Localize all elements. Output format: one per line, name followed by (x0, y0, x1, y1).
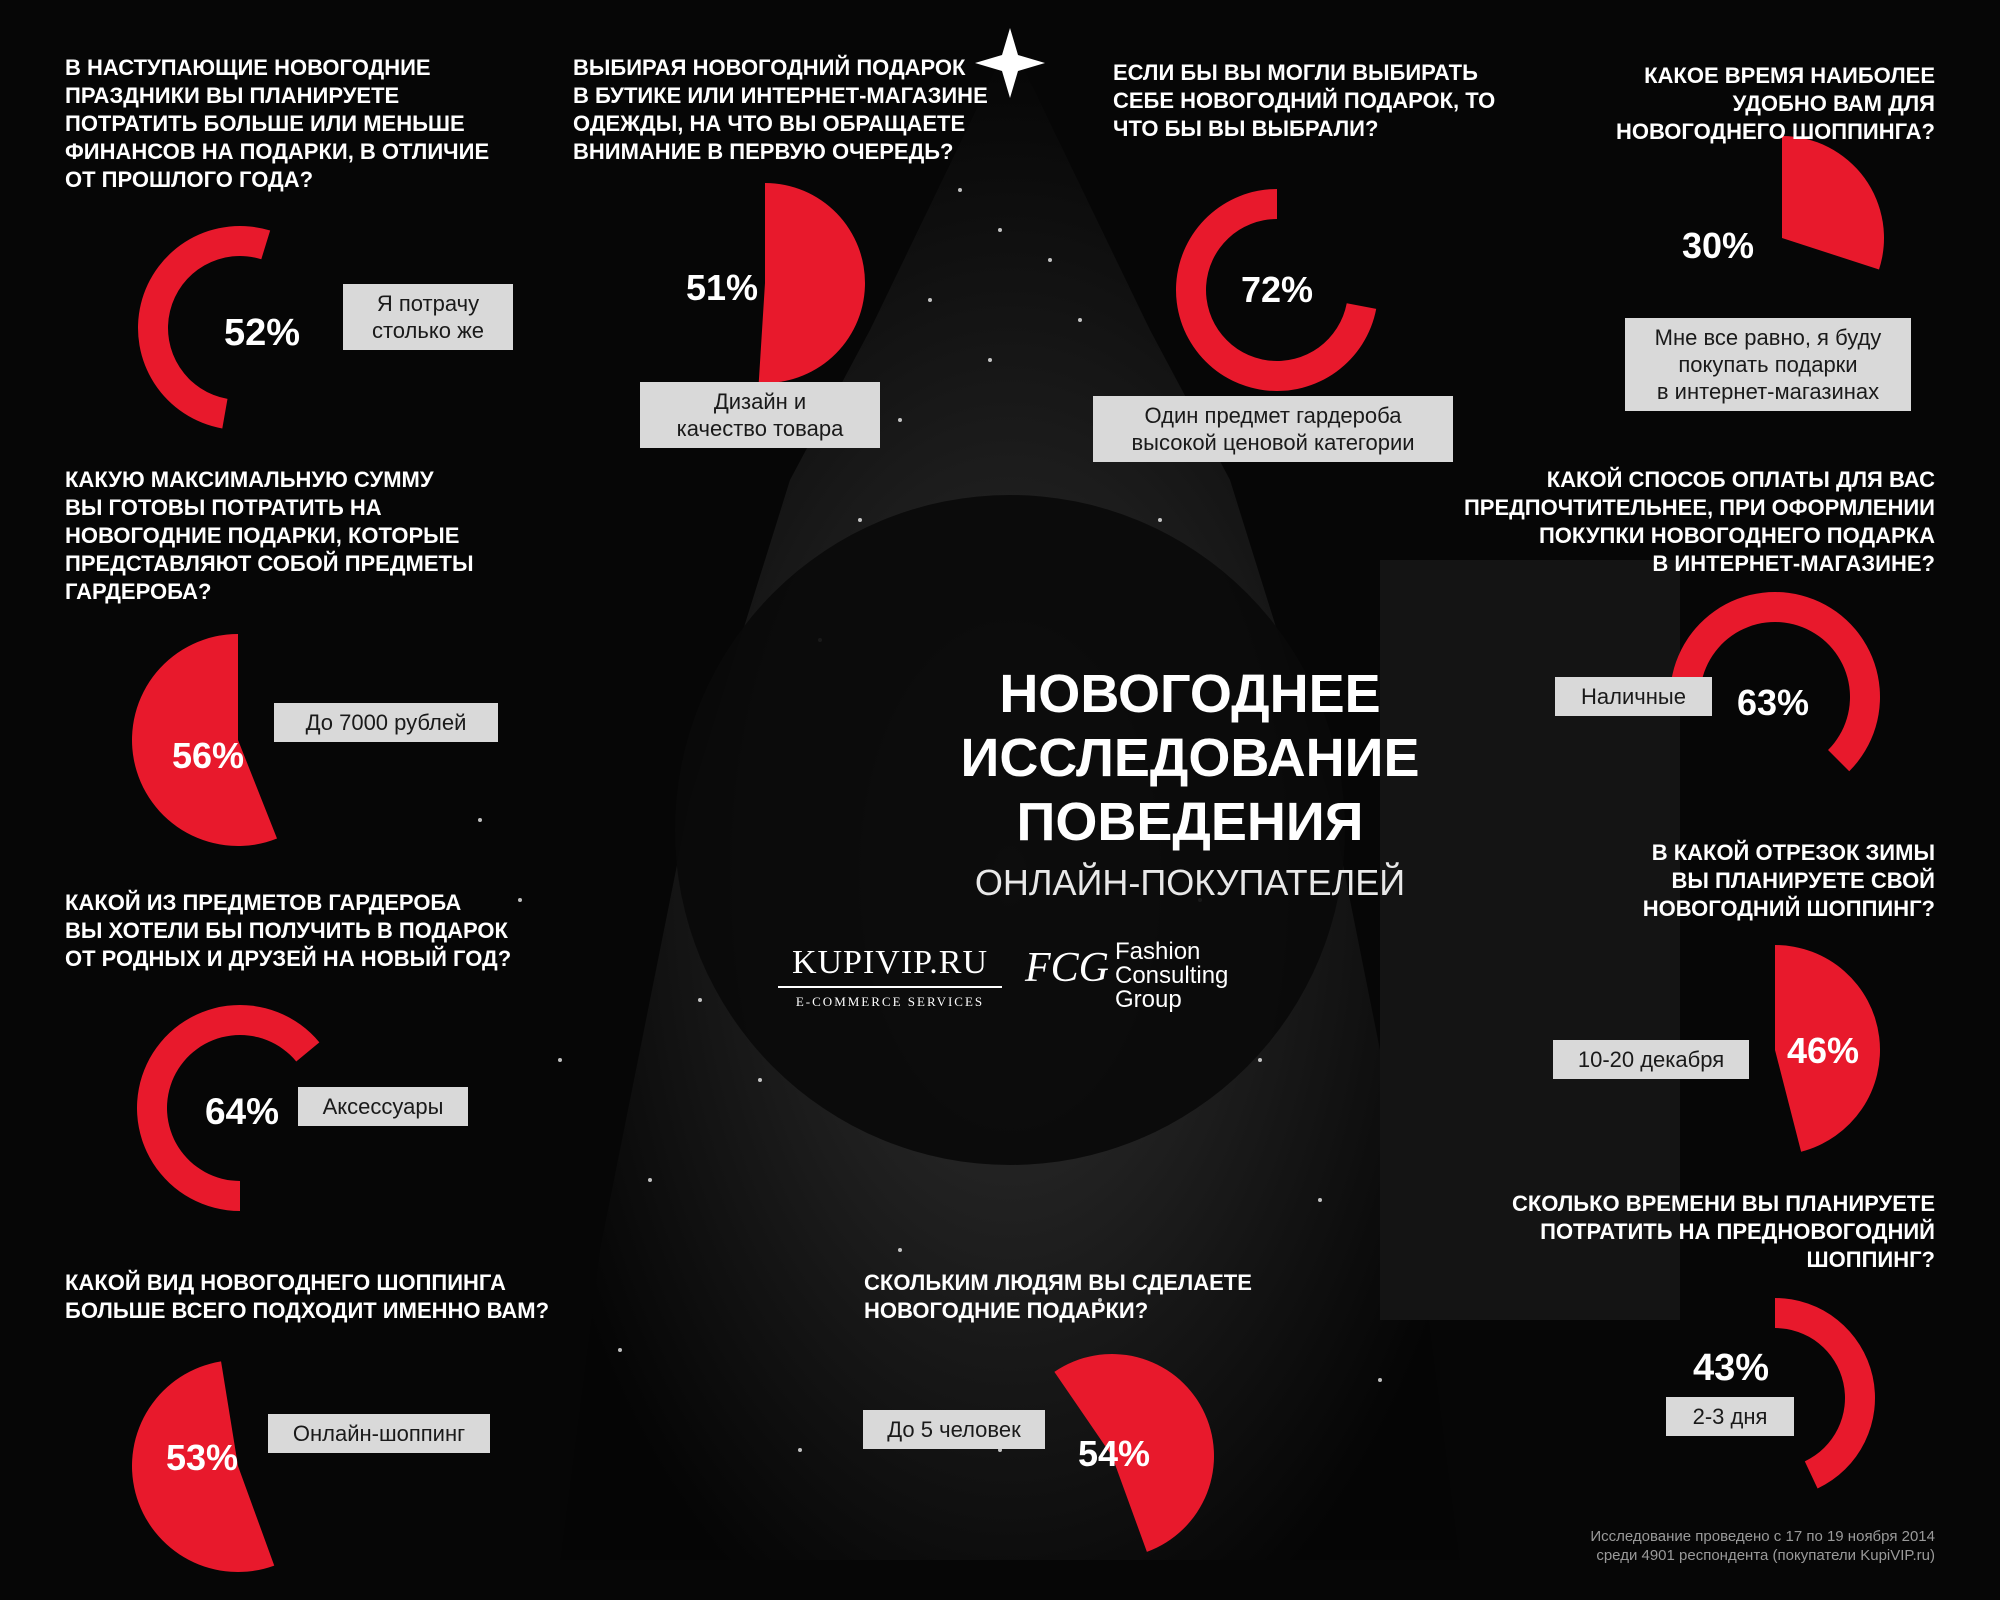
chart-9-value-label: 53% (165, 1437, 239, 1478)
question-1: В НАСТУПАЮЩИЕ НОВОГОДНИЕ ПРАЗДНИКИ ВЫ ПЛАНИРУЕТЕ ПОТРАТИТЬ БОЛЬШЕ ИЛИ МЕНЬШЕ ФИНАНСОВ НА ПОДАРКИ, В ОТЛИЧИЕ ОТ ПРОШЛОГО ГОДА? (65, 55, 490, 192)
chart-6-value-label: 63% (1736, 682, 1810, 723)
question-4: КАКОЕ ВРЕМЯ НАИБОЛЕЕ УДОБНО ВАМ ДЛЯ НОВОГОДНЕГО ШОППИНГА? (1615, 63, 1935, 144)
chart-4-slice (1782, 136, 1884, 270)
kupivip-tagline: E-COMMERCE SERVICES (795, 994, 985, 1009)
footnote: Исследование проведено с 17 по 19 ноября 2014 среди 4901 респондента (покупатели KupiVIP.ru) (1590, 1528, 1935, 1564)
answer-label-3: Один предмет гардероба высокой ценовой категории (1093, 396, 1453, 462)
chart-2-slice (759, 183, 865, 383)
answer-label-4: Мне все равно, я буду покупать подарки в интернет-магазинах (1625, 318, 1911, 411)
question-7: КАКОЙ ИЗ ПРЕДМЕТОВ ГАРДЕРОБА ВЫ ХОТЕЛИ БЫ ПОЛУЧИТЬ В ПОДАРОК ОТ РОДНЫХ И ДРУЗЕЙ НА НОВЫЙ ГОД? (65, 890, 512, 971)
chart-2-value-label: 51% (685, 267, 759, 308)
chart-7-value-label: 64% (204, 1091, 280, 1132)
answer-label-5: До 7000 рублей (274, 703, 498, 742)
chart-8-value-label: 46% (1786, 1030, 1860, 1071)
answer-label-6: Наличные (1555, 677, 1712, 716)
chart-4-value-label: 30% (1681, 225, 1755, 266)
question-8: В КАКОЙ ОТРЕЗОК ЗИМЫ ВЫ ПЛАНИРУЕТЕ СВОЙ НОВОГОДНИЙ ШОППИНГ? (1642, 840, 1935, 921)
answer-label-1: Я потрачу столько же (343, 284, 513, 350)
page-title: НОВОГОДНЕЕ ИССЛЕДОВАНИЕ ПОВЕДЕНИЯ (960, 664, 1420, 852)
question-10: СКОЛЬКИМ ЛЮДЯМ ВЫ СДЕЛАЕТЕ НОВОГОДНИЕ ПОДАРКИ? (864, 1270, 1252, 1323)
fcg-name: Fashion Consulting Group (1115, 938, 1229, 1013)
chart-10-value-label: 54% (1077, 1433, 1151, 1474)
answer-label-11: 2-3 дня (1666, 1397, 1794, 1436)
chart-11-value-label: 43% (1692, 1347, 1770, 1389)
answer-label-10: До 5 человек (863, 1410, 1045, 1449)
kupivip-logo (778, 944, 1002, 1010)
question-9: КАКОЙ ВИД НОВОГОДНЕГО ШОППИНГА БОЛЬШЕ ВСЕГО ПОДХОДИТ ИМЕННО ВАМ? (65, 1270, 550, 1323)
chart-11-slice (1775, 1298, 1875, 1488)
answer-label-7: Аксессуары (298, 1087, 468, 1126)
question-2: ВЫБИРАЯ НОВОГОДНИЙ ПОДАРОК В БУТИКЕ ИЛИ ИНТЕРНЕТ-МАГАЗИНЕ ОДЕЖДЫ, НА ЧТО ВЫ ОБРАЩАЕТЕ ВНИМАНИЕ В ПЕРВУЮ ОЧЕРЕДЬ? (573, 55, 988, 164)
question-11: СКОЛЬКО ВРЕМЕНИ ВЫ ПЛАНИРУЕТЕ ПОТРАТИТЬ НА ПРЕДНОВОГОДНИЙ ШОППИНГ? (1511, 1191, 1935, 1272)
question-5: КАКУЮ МАКСИМАЛЬНУЮ СУММУ ВЫ ГОТОВЫ ПОТРАТИТЬ НА НОВОГОДНИЕ ПОДАРКИ, КОТОРЫЕ ПРЕДСТАВЛЯЮТ СОБОЙ ПРЕДМЕТЫ ГАРДЕРОБА? (65, 467, 474, 604)
answer-label-8: 10-20 декабря (1553, 1040, 1749, 1079)
fcg-mark: FCG (1025, 945, 1109, 991)
page-subtitle: ОНЛАЙН-ПОКУПАТЕЛЕЙ (974, 862, 1406, 903)
question-6: КАКОЙ СПОСОБ ОПЛАТЫ ДЛЯ ВАС ПРЕДПОЧТИТЕЛЬНЕЕ, ПРИ ОФОРМЛЕНИИ ПОКУПКИ НОВОГОДНЕГО ПОДАРКА В ИНТЕРНЕТ-МАГАЗИНЕ? (1463, 467, 1935, 576)
kupivip-wordmark: KUPIVIP.RU (778, 944, 1002, 988)
question-3: ЕСЛИ БЫ ВЫ МОГЛИ ВЫБИРАТЬ СЕБЕ НОВОГОДНИЙ ПОДАРОК, ТО ЧТО БЫ ВЫ ВЫБРАЛИ? (1113, 60, 1496, 141)
chart-5-value-label: 56% (171, 735, 245, 776)
chart-3-value-label: 72% (1240, 269, 1314, 310)
chart-1-value-label: 52% (223, 312, 301, 354)
answer-label-2: Дизайн и качество товара (640, 382, 880, 448)
answer-label-9: Онлайн-шоппинг (268, 1414, 490, 1453)
